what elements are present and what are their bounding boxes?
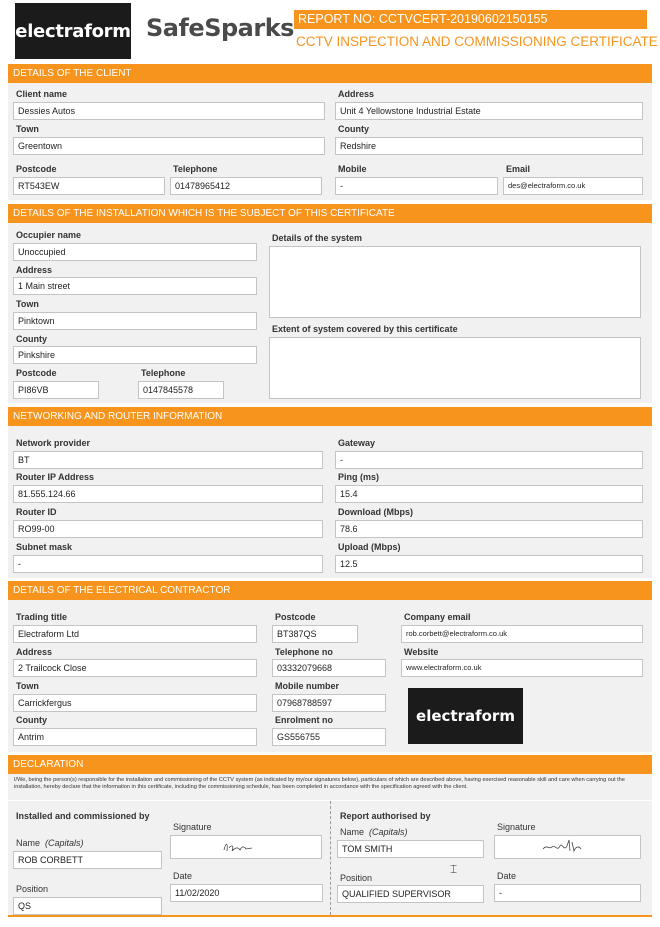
contractor-county-label: County xyxy=(16,715,47,725)
contractor-address-field[interactable]: 2 Trailcock Close xyxy=(13,659,257,677)
certificate-title: CCTV INSPECTION AND COMMISSIONING CERTIFICATE xyxy=(296,34,658,49)
installation-address-field[interactable]: 1 Main street xyxy=(13,277,257,295)
mobile-number-field[interactable]: 07968788597 xyxy=(272,694,386,712)
subnet-mask-label: Subnet mask xyxy=(16,542,73,552)
occupier-name-field[interactable]: Unoccupied xyxy=(13,243,257,261)
router-ip-label: Router IP Address xyxy=(16,472,95,482)
client-postcode-field[interactable]: RT543EW xyxy=(13,177,165,195)
installation-section-heading: DETAILS OF THE INSTALLATION WHICH IS THE SUBJECT OF THIS CERTIFICATE xyxy=(8,204,652,223)
router-ip-field[interactable]: 81.555.124.66 xyxy=(13,485,323,503)
system-details-textarea[interactable] xyxy=(269,246,641,318)
client-email-field[interactable]: des@electraform.co.uk xyxy=(503,177,643,195)
authorised-signature-icon xyxy=(535,836,615,858)
authorised-signature-label: Signature xyxy=(497,822,536,832)
installed-signature-icon xyxy=(216,836,296,858)
installation-postcode-label: Postcode xyxy=(16,368,57,378)
ping-field[interactable]: 15.4 xyxy=(335,485,643,503)
client-mobile-label: Mobile xyxy=(338,164,367,174)
authorised-date-label: Date xyxy=(497,871,517,881)
installed-date-field[interactable]: 11/02/2020 xyxy=(170,884,323,902)
contractor-town-field[interactable]: Carrickfergus xyxy=(13,694,257,712)
router-id-label: Router ID xyxy=(16,507,57,517)
system-details-label: Details of the system xyxy=(272,233,363,243)
client-telephone-field[interactable]: 01478965412 xyxy=(170,177,322,195)
contractor-logo xyxy=(408,688,523,744)
occupier-name-label: Occupier name xyxy=(16,230,82,240)
installed-name-label: Name (Capitals) xyxy=(16,838,84,848)
installed-date-label: Date xyxy=(173,871,193,881)
contractor-postcode-field[interactable]: BT387QS xyxy=(272,625,358,643)
router-id-field[interactable]: RO99-00 xyxy=(13,520,323,538)
download-field[interactable]: 78.6 xyxy=(335,520,643,538)
upload-label: Upload (Mbps) xyxy=(338,542,401,552)
contractor-logo-text: electraform xyxy=(416,707,515,725)
contractor-postcode-label: Postcode xyxy=(275,612,316,622)
installation-town-field[interactable]: Pinktown xyxy=(13,312,257,330)
installation-postcode-field[interactable]: PI86VB xyxy=(13,381,99,399)
authorised-by-heading: Report authorised by xyxy=(340,811,431,821)
client-town-label: Town xyxy=(16,124,39,134)
website-field[interactable]: www.electraform.co.uk xyxy=(401,659,643,677)
declaration-statement: I/We, being the person(s) responsible for the installation and commissioning of the CCTV system (as indicated by my/our signatures below), particulars of which are described above, having exercised reasonable skill and care when carrying out the installation, hereby declare that the information in this certificate, including the commissioning schedule, has been completed in accordance with the specification agreed with the client. xyxy=(14,777,625,790)
declaration-section-heading: DECLARATION xyxy=(8,755,652,774)
installed-signature-box[interactable] xyxy=(170,835,322,859)
authorised-date-field[interactable]: - xyxy=(494,884,641,902)
authorised-signature-box[interactable] xyxy=(494,835,641,859)
subnet-mask-field[interactable]: - xyxy=(13,555,323,573)
enrolment-number-field[interactable]: GS556755 xyxy=(272,728,386,746)
client-name-field[interactable]: Dessies Autos xyxy=(13,102,325,120)
client-email-label: Email xyxy=(506,164,531,174)
installed-position-label: Position xyxy=(16,884,49,894)
installation-address-label: Address xyxy=(16,265,53,275)
contractor-section-heading: DETAILS OF THE ELECTRICAL CONTRACTOR xyxy=(8,581,652,600)
download-label: Download (Mbps) xyxy=(338,507,413,517)
gateway-label: Gateway xyxy=(338,438,376,448)
authorised-position-field[interactable]: QUALIFIED SUPERVISOR xyxy=(337,885,484,903)
system-extent-textarea[interactable] xyxy=(269,337,641,399)
installation-county-label: County xyxy=(16,334,47,344)
contractor-telephone-field[interactable]: 03332079668 xyxy=(272,659,386,677)
installation-town-label: Town xyxy=(16,299,39,309)
contractor-county-field[interactable]: Antrim xyxy=(13,728,257,746)
text-cursor-icon: ⌶ xyxy=(450,862,458,876)
contractor-address-label: Address xyxy=(16,647,53,657)
client-postcode-label: Postcode xyxy=(16,164,57,174)
client-name-label: Client name xyxy=(16,89,68,99)
system-extent-label: Extent of system covered by this certificate xyxy=(272,324,458,334)
client-mobile-field[interactable]: - xyxy=(335,177,498,195)
client-county-field[interactable]: Redshire xyxy=(335,137,643,155)
installed-signature-label: Signature xyxy=(173,822,212,832)
enrolment-number-label: Enrolment no xyxy=(275,715,333,725)
company-email-label: Company email xyxy=(404,612,471,622)
client-county-label: County xyxy=(338,124,369,134)
network-provider-label: Network provider xyxy=(16,438,91,448)
declaration-column-divider xyxy=(330,801,331,915)
company-email-field[interactable]: rob.corbett@electraform.co.uk xyxy=(401,625,643,643)
contractor-telephone-label: Telephone no xyxy=(275,647,333,657)
client-address-label: Address xyxy=(338,89,375,99)
brand-name: SafeSparks xyxy=(146,14,294,42)
installed-position-field[interactable]: QS xyxy=(13,897,162,915)
upload-field[interactable]: 12.5 xyxy=(335,555,643,573)
installed-name-field[interactable]: ROB CORBETT xyxy=(13,851,162,869)
network-section-heading: NETWORKING AND ROUTER INFORMATION xyxy=(8,407,652,426)
client-telephone-label: Telephone xyxy=(173,164,218,174)
authorised-name-label: Name (Capitals) xyxy=(340,827,408,837)
trading-title-field[interactable]: Electraform Ltd xyxy=(13,625,257,643)
client-section-heading: DETAILS OF THE CLIENT xyxy=(8,64,652,83)
installation-county-field[interactable]: Pinkshire xyxy=(13,346,257,364)
client-address-field[interactable]: Unit 4 Yellowstone Industrial Estate xyxy=(335,102,643,120)
report-number: REPORT NO: CCTVCERT-20190602150155 xyxy=(294,10,647,29)
installation-telephone-field[interactable]: 0147845578 xyxy=(138,381,224,399)
gateway-field[interactable]: - xyxy=(335,451,643,469)
bottom-accent-line xyxy=(8,915,652,917)
installed-by-heading: Installed and commissioned by xyxy=(16,811,150,821)
mobile-number-label: Mobile number xyxy=(275,681,340,691)
authorised-name-field[interactable]: TOM SMITH xyxy=(337,840,484,858)
client-town-field[interactable]: Greentown xyxy=(13,137,325,155)
contractor-town-label: Town xyxy=(16,681,39,691)
ping-label: Ping (ms) xyxy=(338,472,380,482)
trading-title-label: Trading title xyxy=(16,612,68,622)
website-label: Website xyxy=(404,647,439,657)
installation-telephone-label: Telephone xyxy=(141,368,186,378)
logo-text: electraform xyxy=(15,20,131,42)
authorised-position-label: Position xyxy=(340,873,373,883)
network-provider-field[interactable]: BT xyxy=(13,451,323,469)
electraform-logo xyxy=(15,3,131,59)
